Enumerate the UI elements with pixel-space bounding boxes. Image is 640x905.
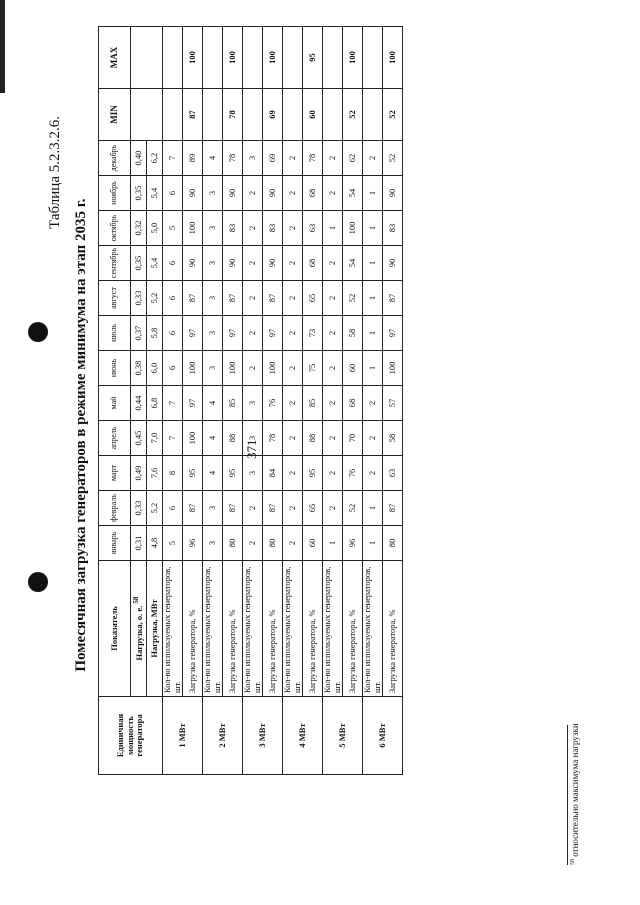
load-cell: 54: [343, 246, 363, 281]
load-cell: 75: [303, 351, 323, 386]
count-cell: 2: [323, 281, 343, 316]
load-cell: 97: [183, 386, 203, 421]
load-pu-cell: 0,33: [131, 491, 147, 526]
count-cell: 2: [323, 456, 343, 491]
count-cell: 6: [163, 176, 183, 211]
count-cell: 2: [323, 176, 343, 211]
load-cell: 57: [383, 386, 403, 421]
max-cell: 100: [223, 27, 243, 89]
load-cell: 76: [263, 386, 283, 421]
header-month: январь: [99, 526, 131, 561]
load-cell: 80: [263, 526, 283, 561]
load-cell: 83: [383, 211, 403, 246]
row-label-count: Кол-во используемых генераторов, шт.: [163, 561, 183, 697]
load-cell: 78: [223, 141, 243, 176]
count-cell: 4: [203, 386, 223, 421]
count-cell: 4: [203, 456, 223, 491]
count-cell: 6: [163, 316, 183, 351]
load-mw-cell: 6,8: [147, 386, 163, 421]
empty-max-cell: [203, 27, 223, 89]
count-cell: 2: [243, 316, 263, 351]
header-month: декабрь: [99, 141, 131, 176]
empty-max-cell: [323, 27, 343, 89]
min-cell: 52: [343, 89, 363, 141]
load-mw-cell: 6,0: [147, 351, 163, 386]
load-cell: 87: [263, 491, 283, 526]
empty-min-cell: [283, 89, 303, 141]
load-cell: 90: [223, 176, 243, 211]
footnote: [570, 723, 580, 865]
load-cell: 68: [303, 176, 323, 211]
load-cell: 90: [223, 246, 243, 281]
load-pu-cell: 0,35: [131, 176, 147, 211]
load-pu-cell: 0,33: [131, 281, 147, 316]
load-cell: 100: [383, 351, 403, 386]
load-mw-cell: 5,8: [147, 316, 163, 351]
min-cell: 87: [183, 89, 203, 141]
count-cell: 2: [363, 421, 383, 456]
count-cell: 2: [243, 246, 263, 281]
load-pu-cell: 0,40: [131, 141, 147, 176]
load-cell: 58: [343, 316, 363, 351]
table-row: [263, 27, 283, 775]
count-cell: 3: [203, 176, 223, 211]
count-cell: 2: [323, 386, 343, 421]
load-cell: 83: [263, 211, 283, 246]
load-pu-cell: 0,37: [131, 316, 147, 351]
max-cell: 100: [383, 27, 403, 89]
table-row: [303, 27, 323, 775]
count-cell: 5: [163, 211, 183, 246]
load-cell: 87: [383, 281, 403, 316]
empty-max-cell: [243, 27, 263, 89]
count-cell: 3: [243, 386, 263, 421]
load-cell: 80: [383, 526, 403, 561]
table-row: [343, 27, 363, 775]
count-cell: 3: [203, 526, 223, 561]
count-cell: 2: [363, 456, 383, 491]
min-cell: 52: [383, 89, 403, 141]
table-row: [323, 27, 343, 775]
empty-min-cell: [243, 89, 263, 141]
row-label-load: Загрузка генератора, %: [183, 561, 203, 697]
count-cell: 7: [163, 421, 183, 456]
load-cell: 76: [343, 456, 363, 491]
load-cell: 65: [303, 491, 323, 526]
header-month: май: [99, 386, 131, 421]
count-cell: 5: [163, 526, 183, 561]
load-cell: 52: [383, 141, 403, 176]
load-pu-cell: 0,49: [131, 456, 147, 491]
header-indicator: Показатель: [99, 561, 131, 697]
load-mw-cell: 5,4: [147, 176, 163, 211]
footnote-number: 58: [570, 859, 576, 865]
count-cell: 2: [363, 386, 383, 421]
count-cell: 4: [203, 421, 223, 456]
load-cell: 95: [303, 456, 323, 491]
count-cell: 6: [163, 351, 183, 386]
count-cell: 1: [363, 211, 383, 246]
max-cell: 100: [263, 27, 283, 89]
load-cell: 100: [263, 351, 283, 386]
unit-cell: 4 МВт: [283, 697, 323, 775]
load-cell: 96: [183, 526, 203, 561]
page-number: 371: [244, 439, 259, 459]
count-cell: 2: [283, 176, 303, 211]
load-mw-cell: 5,4: [147, 246, 163, 281]
table-row: [163, 27, 183, 775]
count-cell: 2: [283, 491, 303, 526]
count-cell: 2: [243, 211, 263, 246]
table-row: [183, 27, 203, 775]
count-cell: 2: [323, 421, 343, 456]
count-cell: 2: [283, 456, 303, 491]
count-cell: 3: [203, 246, 223, 281]
load-mw-cell: 5,2: [147, 491, 163, 526]
count-cell: 2: [283, 211, 303, 246]
header-month: июнь: [99, 351, 131, 386]
row-label-count: Кол-во используемых генераторов, шт.: [363, 561, 383, 697]
count-cell: 3: [243, 421, 263, 456]
header-month: ноябрь: [99, 176, 131, 211]
count-cell: 3: [203, 491, 223, 526]
empty-max-cell: [283, 27, 303, 89]
load-mw-cell: 4,8: [147, 526, 163, 561]
count-cell: 2: [283, 246, 303, 281]
header-month: апрель: [99, 421, 131, 456]
load-cell: 96: [343, 526, 363, 561]
load-cell: 87: [223, 281, 243, 316]
load-cell: 83: [223, 211, 243, 246]
row-label-count: Кол-во используемых генераторов, шт.: [243, 561, 263, 697]
load-cell: 84: [263, 456, 283, 491]
unit-cell: 2 МВт: [203, 697, 243, 775]
generator-groups: [163, 27, 403, 775]
count-cell: 3: [243, 456, 263, 491]
load-cell: 60: [343, 351, 363, 386]
empty-max-cell: [163, 27, 183, 89]
load-cell: 100: [343, 211, 363, 246]
count-cell: 1: [363, 351, 383, 386]
count-cell: 3: [203, 211, 223, 246]
load-cell: 80: [223, 526, 243, 561]
load-cell: 58: [383, 421, 403, 456]
header-month: июль: [99, 316, 131, 351]
load-cell: 90: [383, 176, 403, 211]
load-cell: 90: [263, 176, 283, 211]
row-label-load: Загрузка генератора, %: [383, 561, 403, 697]
count-cell: 2: [283, 526, 303, 561]
load-pu-cell: 0,32: [131, 211, 147, 246]
load-mw-cell: 6,2: [147, 141, 163, 176]
load-mw-cell: 5,0: [147, 211, 163, 246]
header-unit: Единичная мощность генератора: [99, 697, 163, 775]
max-cell: 95: [303, 27, 323, 89]
load-cell: 97: [183, 316, 203, 351]
load-cell: 90: [383, 246, 403, 281]
footnote-separator: [567, 725, 568, 865]
table-row: [363, 27, 383, 775]
table-row: [283, 27, 303, 775]
load-mw-cell: 5,2: [147, 281, 163, 316]
count-cell: 1: [363, 491, 383, 526]
load-cell: 100: [223, 351, 243, 386]
count-cell: 2: [283, 316, 303, 351]
row-label-count: Кол-во используемых генераторов, шт.: [323, 561, 343, 697]
table-row: [203, 27, 223, 775]
count-cell: 2: [283, 281, 303, 316]
count-cell: 7: [163, 141, 183, 176]
row-label-count: Кол-во используемых генераторов, шт.: [283, 561, 303, 697]
header-month: август: [99, 281, 131, 316]
count-cell: 3: [243, 141, 263, 176]
unit-cell: 5 МВт: [323, 697, 363, 775]
count-cell: 6: [163, 281, 183, 316]
count-cell: 2: [323, 351, 343, 386]
empty-max-cell: [131, 27, 163, 89]
count-cell: 6: [163, 246, 183, 281]
count-cell: 1: [323, 526, 343, 561]
load-cell: 89: [183, 141, 203, 176]
count-cell: 3: [203, 351, 223, 386]
load-cell: 63: [303, 211, 323, 246]
load-cell: 95: [223, 456, 243, 491]
count-cell: 2: [323, 141, 343, 176]
count-cell: 2: [283, 386, 303, 421]
empty-min-cell: [131, 89, 163, 141]
load-cell: 85: [223, 386, 243, 421]
load-cell: 90: [263, 246, 283, 281]
load-cell: 87: [223, 491, 243, 526]
load-mw-cell: 7,0: [147, 421, 163, 456]
count-cell: 2: [323, 491, 343, 526]
load-cell: 97: [223, 316, 243, 351]
count-cell: 3: [203, 281, 223, 316]
load-cell: 62: [343, 141, 363, 176]
header-max: MAX: [99, 27, 131, 89]
min-cell: 60: [303, 89, 323, 141]
generator-load-table: [98, 26, 403, 775]
load-pu-cell: 0,44: [131, 386, 147, 421]
load-cell: 63: [383, 456, 403, 491]
count-cell: 1: [363, 526, 383, 561]
count-cell: 2: [283, 351, 303, 386]
load-cell: 68: [303, 246, 323, 281]
count-cell: 6: [163, 491, 183, 526]
count-cell: 2: [243, 351, 263, 386]
count-cell: 3: [203, 316, 223, 351]
load-cell: 88: [303, 421, 323, 456]
load-cell: 54: [343, 176, 363, 211]
count-cell: 2: [243, 526, 263, 561]
load-cell: 87: [263, 281, 283, 316]
row-label-load: Загрузка генератора, %: [263, 561, 283, 697]
table-row: [243, 27, 263, 775]
count-cell: 2: [283, 421, 303, 456]
count-cell: 1: [363, 246, 383, 281]
count-cell: 1: [323, 211, 343, 246]
footnote-ref: 58: [131, 596, 140, 604]
row-label-load-mw: Нагрузка, МВт: [147, 561, 163, 697]
count-cell: 2: [363, 141, 383, 176]
load-cell: 52: [343, 491, 363, 526]
unit-cell: 6 МВт: [363, 697, 403, 775]
load-cell: 73: [303, 316, 323, 351]
table-title: Помесячная загрузка генераторов в режиме минимума на этап 2035 г.: [73, 198, 89, 672]
count-cell: 2: [243, 491, 263, 526]
load-cell: 90: [183, 246, 203, 281]
load-cell: 100: [183, 351, 203, 386]
load-pu-cell: 0,31: [131, 526, 147, 561]
row-label-load: Загрузка генератора, %: [223, 561, 243, 697]
count-cell: 7: [163, 386, 183, 421]
empty-max-cell: [363, 27, 383, 89]
load-cell: 87: [183, 491, 203, 526]
count-cell: 2: [323, 246, 343, 281]
load-cell: 52: [343, 281, 363, 316]
max-cell: 100: [343, 27, 363, 89]
load-cell: 100: [183, 421, 203, 456]
unit-cell: 1 МВт: [163, 697, 203, 775]
header-month: октябрь: [99, 211, 131, 246]
load-cell: 95: [183, 456, 203, 491]
header-month: февраль: [99, 491, 131, 526]
header-month: март: [99, 456, 131, 491]
load-mw-cell: 7,6: [147, 456, 163, 491]
count-cell: 1: [363, 281, 383, 316]
load-cell: 65: [303, 281, 323, 316]
count-cell: 2: [283, 141, 303, 176]
empty-min-cell: [203, 89, 223, 141]
min-cell: 69: [263, 89, 283, 141]
load-cell: 69: [263, 141, 283, 176]
load-cell: 78: [303, 141, 323, 176]
row-label-count: Кол-во используемых генераторов, шт.: [203, 561, 223, 697]
load-cell: 97: [263, 316, 283, 351]
row-label-load-pu: Нагрузка, о. е. $^{58}$: [131, 561, 147, 697]
load-pu-cell: 0,45: [131, 421, 147, 456]
table-row: [223, 27, 243, 775]
count-cell: 1: [363, 316, 383, 351]
unit-cell: 3 МВт: [243, 697, 283, 775]
count-cell: 1: [363, 176, 383, 211]
header-month: сентябрь: [99, 246, 131, 281]
table-caption: Таблица 5.2.3.2.6.: [47, 116, 63, 229]
load-pu-cell: 0,38: [131, 351, 147, 386]
load-cell: 97: [383, 316, 403, 351]
load-cell: 90: [183, 176, 203, 211]
count-cell: 2: [243, 176, 263, 211]
load-cell: 60: [303, 526, 323, 561]
footnote-text: относительно максимума нагрузки: [570, 723, 580, 857]
max-cell: 100: [183, 27, 203, 89]
load-cell: 85: [303, 386, 323, 421]
empty-min-cell: [163, 89, 183, 141]
load-cell: 68: [343, 386, 363, 421]
row-label-load: Загрузка генератора, %: [343, 561, 363, 697]
load-cell: 78: [263, 421, 283, 456]
min-cell: 78: [223, 89, 243, 141]
count-cell: 8: [163, 456, 183, 491]
count-cell: 4: [203, 141, 223, 176]
header-min: MIN: [99, 89, 131, 141]
load-cell: 87: [383, 491, 403, 526]
row-label-load: Загрузка генератора, %: [303, 561, 323, 697]
table-row: [383, 27, 403, 775]
load-cell: 100: [183, 211, 203, 246]
empty-min-cell: [363, 89, 383, 141]
empty-min-cell: [323, 89, 343, 141]
load-pu-cell: 0,35: [131, 246, 147, 281]
count-cell: 2: [243, 281, 263, 316]
load-cell: 70: [343, 421, 363, 456]
count-cell: 2: [323, 316, 343, 351]
load-cell: 87: [183, 281, 203, 316]
load-cell: 88: [223, 421, 243, 456]
